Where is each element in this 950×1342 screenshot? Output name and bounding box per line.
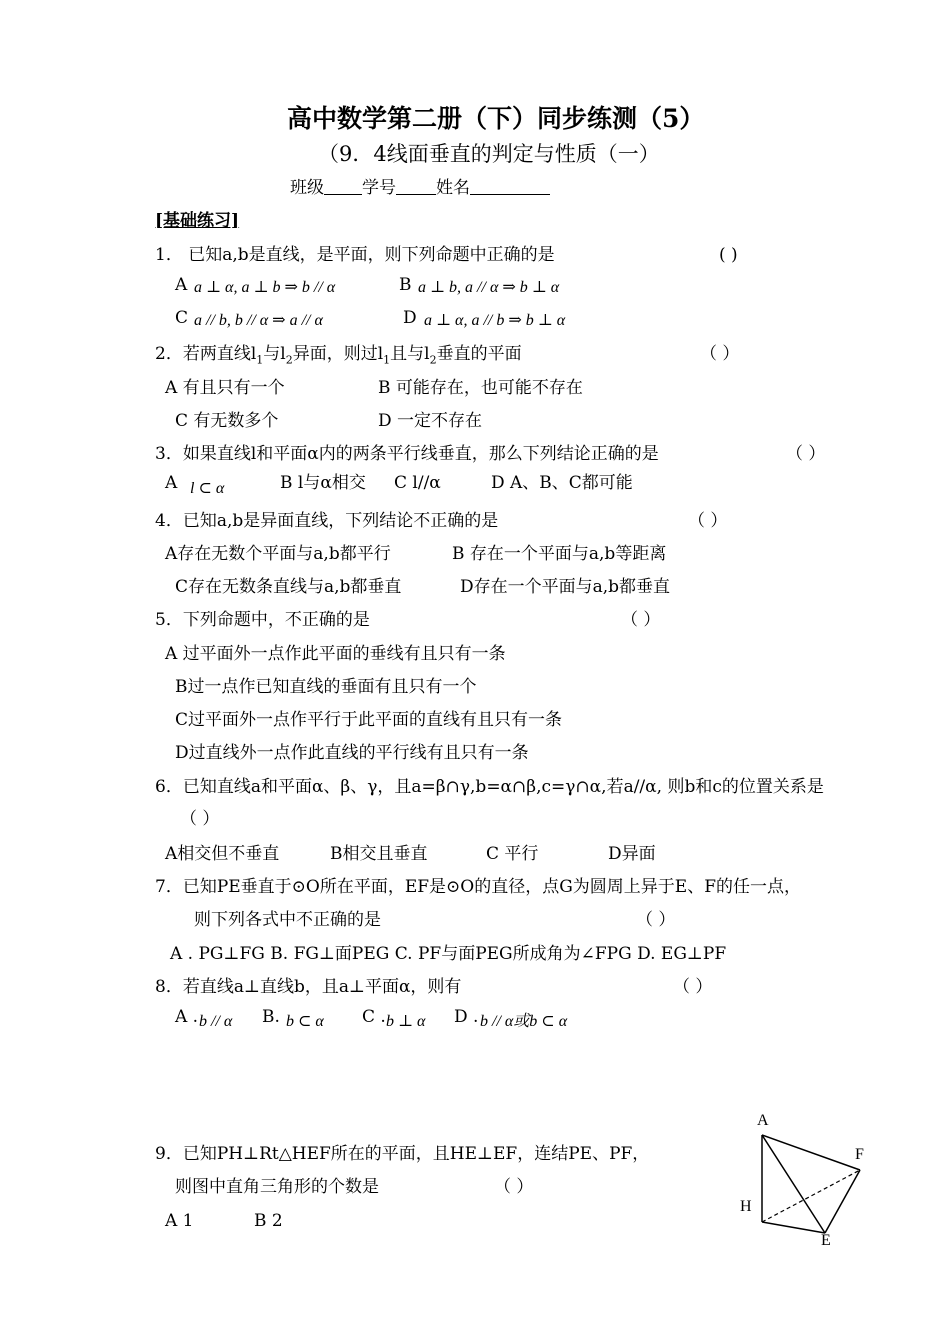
q8-answer-paren: （ ） bbox=[673, 977, 713, 997]
id-blank[interactable] bbox=[396, 178, 436, 195]
q9-option-b: B 2 bbox=[254, 1211, 283, 1231]
page-subtitle: （9．4线面垂直的判定与性质（一） bbox=[318, 142, 660, 166]
q1-stem: 1． 已知a,b是直线，是平面，则下列命题中正确的是 bbox=[155, 245, 555, 265]
q8-option-c-label: C . bbox=[362, 1007, 386, 1027]
q7-options: A . PG⊥FG B. FG⊥面PEG C. PF与面PEG所成角为∠FPG D. EG⊥PF bbox=[170, 944, 727, 964]
q8-option-b-label: B. bbox=[262, 1007, 280, 1027]
q3-option-d: D A、B、C都可能 bbox=[491, 473, 633, 493]
q2-option-c: C 有无数多个 bbox=[175, 411, 279, 431]
q6-stem: 6．已知直线a和平面α、β、γ，且a=β∩γ,b=α∩β,c=γ∩α,若a//α, 则b和c的位置关系是 bbox=[155, 777, 824, 797]
q8-option-c: b ⊥ α bbox=[386, 1013, 426, 1030]
q5-option-a: A 过平面外一点作此平面的垂线有且只有一条 bbox=[165, 644, 506, 664]
q2-option-d: D 一定不存在 bbox=[378, 411, 483, 431]
edge-ae bbox=[762, 1135, 825, 1233]
vertex-label-a: A bbox=[757, 1112, 769, 1129]
q7-stem-line1: 7．已知PE垂直于⊙O所在平面，EF是⊙O的直径，点G为圆周上异于E、F的任一点， bbox=[155, 877, 802, 897]
q5-answer-paren: （ ） bbox=[621, 610, 661, 630]
q1-option-c: a // b, b // α ⇒ a // α bbox=[194, 312, 323, 329]
q1-option-c-label: C bbox=[175, 308, 189, 328]
student-info-line bbox=[290, 178, 550, 198]
q3-answer-paren: （ ） bbox=[786, 444, 826, 464]
q8-option-a: b // α bbox=[199, 1013, 233, 1030]
q8-option-a-label: A . bbox=[175, 1007, 199, 1027]
q2-option-a: A 有且只有一个 bbox=[165, 378, 285, 398]
q8-option-d: b // α或b ⊂ α bbox=[480, 1013, 568, 1030]
vertex-label-f: F bbox=[855, 1146, 864, 1163]
page-title: 高中数学第二册（下）同步练测（5） bbox=[287, 104, 705, 133]
q3-option-a-label: A bbox=[165, 473, 178, 493]
q2-answer-paren: （ ） bbox=[700, 344, 740, 364]
name-label: 姓名 bbox=[436, 178, 470, 198]
q1-option-a: a ⊥ α, a ⊥ b ⇒ b // α bbox=[194, 279, 336, 296]
edge-he bbox=[762, 1222, 825, 1233]
q5-stem: 5．下列命题中，不正确的是 bbox=[155, 610, 370, 630]
name-blank[interactable] bbox=[470, 178, 550, 195]
q1-option-b-label: B bbox=[399, 275, 412, 295]
vertex-label-h: H bbox=[740, 1198, 752, 1215]
q1-option-b: a ⊥ b, a // α ⇒ b ⊥ α bbox=[418, 279, 560, 296]
section-heading: [基础练习] bbox=[155, 211, 240, 231]
q6-answer-paren: （ ） bbox=[180, 809, 220, 829]
q6-option-c: C 平行 bbox=[486, 844, 539, 864]
q1-option-a-label: A bbox=[175, 275, 188, 295]
q2-option-b: B 可能存在，也可能不存在 bbox=[378, 378, 583, 398]
q1-answer-paren: ( ) bbox=[719, 245, 738, 265]
q5-option-b: B过一点作已知直线的垂面有且只有一个 bbox=[175, 677, 477, 697]
q6-option-a: A相交但不垂直 bbox=[165, 844, 280, 864]
tetrahedron-figure bbox=[730, 1105, 880, 1255]
q8-option-d-label: D . bbox=[454, 1007, 479, 1027]
class-blank[interactable] bbox=[324, 178, 362, 195]
q4-option-a: A存在无数个平面与a,b都平行 bbox=[165, 544, 391, 564]
q6-option-b: B相交且垂直 bbox=[330, 844, 428, 864]
q4-option-c: C存在无数条直线与a,b都垂直 bbox=[175, 577, 402, 597]
q5-option-c: C过平面外一点作平行于此平面的直线有且只有一条 bbox=[175, 710, 563, 730]
q3-option-a: l ⊂ α bbox=[190, 480, 225, 497]
id-label: 学号 bbox=[362, 178, 396, 198]
q9-stem-line1: 9．已知PH⊥Rt△HEF所在的平面，且HE⊥EF，连结PE、PF， bbox=[155, 1144, 650, 1164]
q1-option-d-label: D bbox=[403, 308, 417, 328]
q4-answer-paren: （ ） bbox=[688, 511, 728, 531]
q3-option-c: C l//α bbox=[394, 473, 441, 493]
q3-stem: 3．如果直线l和平面α内的两条平行线垂直，那么下列结论正确的是 bbox=[155, 444, 659, 464]
q5-option-d: D过直线外一点作此直线的平行线有且只有一条 bbox=[175, 743, 529, 763]
q4-option-d: D存在一个平面与a,b都垂直 bbox=[460, 577, 671, 597]
q1-option-d: a ⊥ α, a // b ⇒ b ⊥ α bbox=[424, 312, 566, 329]
class-label: 班级 bbox=[290, 178, 324, 198]
q2-stem: 2．若两直线$l_1$与$l_2$异面，则过$l_1$且与$l_2$垂直的平面 bbox=[155, 344, 522, 367]
q8-stem: 8．若直线a⊥直线b，且a⊥平面α，则有 bbox=[155, 977, 462, 997]
q7-answer-paren: （ ） bbox=[636, 910, 676, 930]
q7-stem-line2: 则下列各式中不正确的是 bbox=[194, 910, 381, 930]
q9-answer-paren: （ ） bbox=[494, 1177, 534, 1197]
q9-stem-line2: 则图中直角三角形的个数是 bbox=[175, 1177, 379, 1197]
edge-af bbox=[762, 1135, 860, 1170]
vertex-label-e: E bbox=[821, 1232, 831, 1249]
q8-option-b: b ⊂ α bbox=[286, 1013, 324, 1030]
q6-option-d: D异面 bbox=[608, 844, 656, 864]
q3-option-b: B l与α相交 bbox=[280, 473, 366, 493]
q4-stem: 4．已知a,b是异面直线，下列结论不正确的是 bbox=[155, 511, 499, 531]
q9-option-a: A 1 bbox=[165, 1211, 194, 1231]
q4-option-b: B 存在一个平面与a,b等距离 bbox=[452, 544, 667, 564]
